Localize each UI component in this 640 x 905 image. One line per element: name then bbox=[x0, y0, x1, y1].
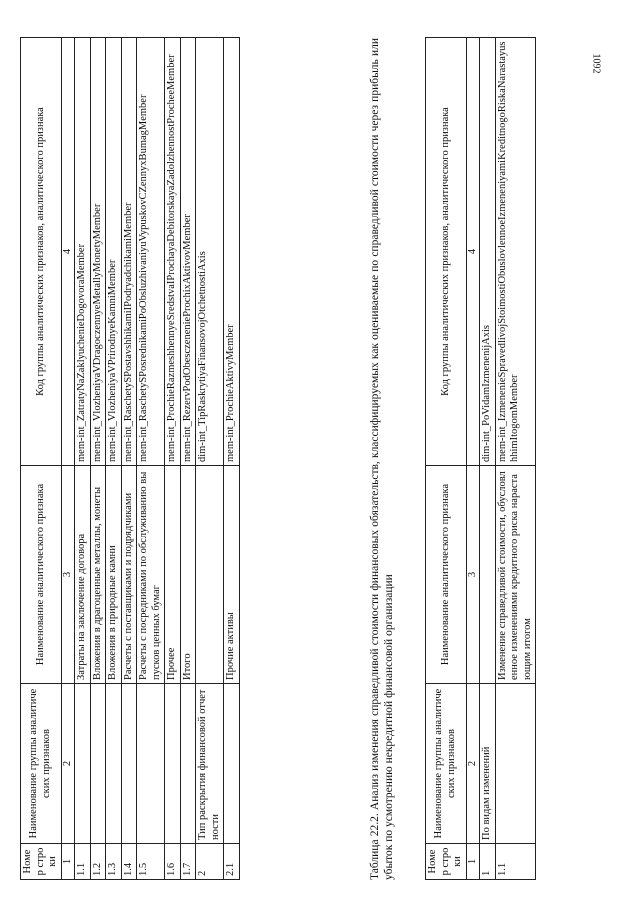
header-group-name: Наименование группы аналитических признаков bbox=[21, 684, 62, 844]
row-number: 1.4 bbox=[121, 844, 137, 880]
column-number: 3 bbox=[61, 466, 75, 684]
analytics-table-1 bbox=[20, 37, 240, 880]
table-row bbox=[121, 38, 137, 880]
column-number: 1 bbox=[466, 844, 480, 880]
attribute-name bbox=[480, 466, 496, 684]
page-number: 1092 bbox=[590, 53, 602, 74]
row-number: 1.7 bbox=[180, 844, 196, 880]
attribute-code: mem-int_RaschetySPostavshhikamiIPodryadchikamiMember bbox=[121, 38, 137, 466]
header-row-number: Номер строки bbox=[21, 844, 62, 880]
header-attribute-name: Наименование аналитического признака bbox=[21, 466, 62, 684]
group-name bbox=[165, 684, 181, 844]
column-numbering-row bbox=[466, 38, 480, 880]
group-name bbox=[121, 684, 137, 844]
column-numbering-row bbox=[61, 38, 75, 880]
table-row bbox=[137, 38, 165, 880]
attribute-name bbox=[196, 466, 224, 684]
header-code: Код группы аналитических признаков, аналитического признака bbox=[426, 38, 467, 466]
attribute-name: Вложения в природные камни bbox=[106, 466, 122, 684]
attribute-code: mem-int_RezervPodObesczenenieProchixAktivovMember bbox=[180, 38, 196, 466]
attribute-name: Расчеты с поставщиками и подрядчиками bbox=[121, 466, 137, 684]
row-number: 2.1 bbox=[224, 844, 240, 880]
header-group-name: Наименование группы аналитических признаков bbox=[426, 684, 467, 844]
attribute-code: mem-int_VlozheniyaVDragoczennyeMetallyMonetyMember bbox=[90, 38, 106, 466]
table-row bbox=[495, 38, 536, 880]
row-number: 1.1 bbox=[75, 844, 91, 880]
header-attribute-name: Наименование аналитического признака bbox=[426, 466, 467, 684]
row-number: 1.3 bbox=[106, 844, 122, 880]
attribute-name: Итого bbox=[180, 466, 196, 684]
group-name bbox=[180, 684, 196, 844]
column-number: 2 bbox=[466, 684, 480, 844]
table-row bbox=[106, 38, 122, 880]
row-number: 1 bbox=[480, 844, 496, 880]
table-header-row bbox=[426, 38, 467, 880]
rotated-page-content bbox=[20, 38, 560, 880]
attribute-name: Затраты на заключение договора bbox=[75, 466, 91, 684]
attribute-name: Прочие активы bbox=[224, 466, 240, 684]
header-code: Код группы аналитических признаков, аналитического признака bbox=[21, 38, 62, 466]
group-name bbox=[106, 684, 122, 844]
table-caption-text: Анализ изменения справедливой стоимости финансовых обязательств, классифицируемых как оцениваемые по справедливой стоимости через прибыль или убыток по усмотрению некредитной финансовой организации bbox=[369, 37, 395, 880]
attribute-name: Прочее bbox=[165, 466, 181, 684]
table-row bbox=[180, 38, 196, 880]
table-row bbox=[224, 38, 240, 880]
group-name bbox=[495, 684, 536, 844]
header-row-number: Номер строки bbox=[426, 844, 467, 880]
row-number: 2 bbox=[196, 844, 224, 880]
group-name bbox=[75, 684, 91, 844]
table-row bbox=[165, 38, 181, 880]
table-caption-number: Таблица 22.2. bbox=[369, 813, 381, 880]
column-number: 3 bbox=[466, 466, 480, 684]
table-row bbox=[480, 38, 496, 880]
row-number: 1.6 bbox=[165, 844, 181, 880]
row-number: 1.2 bbox=[90, 844, 106, 880]
attribute-code: mem-int_RaschetySPosrednikamiPoObsluzhivaniyuVypuskovCZennyxBumagMember bbox=[137, 38, 165, 466]
table-row bbox=[90, 38, 106, 880]
row-number: 1.1 bbox=[495, 844, 536, 880]
table-row bbox=[75, 38, 91, 880]
attribute-code: mem-int_ProchieAktivyMember bbox=[224, 38, 240, 466]
attribute-name: Вложения в драгоценные металлы, монеты bbox=[90, 466, 106, 684]
column-number: 1 bbox=[61, 844, 75, 880]
column-number: 4 bbox=[61, 38, 75, 466]
column-number: 4 bbox=[466, 38, 480, 466]
attribute-code: mem-int_VlozheniyaVPrirodnyeKamniMember bbox=[106, 38, 122, 466]
attribute-code: mem-int_IzmenenieSpravedlivojStoimostiObuslovlennoeIzmeneniyamiKreditnogoRiskaNarastayushhimItogomMember bbox=[495, 38, 536, 466]
table-header-row bbox=[21, 38, 62, 880]
attribute-code: dim-int_TipRaskrytiyaFinansovojOtchetnostiAxis bbox=[196, 38, 224, 466]
group-name bbox=[224, 684, 240, 844]
group-name bbox=[137, 684, 165, 844]
table-caption bbox=[368, 38, 396, 880]
attribute-code: mem-int_ZatratyNaZaklyuchenieDogovoraMember bbox=[75, 38, 91, 466]
attribute-code: mem-int_ProchieRazmeshhennyeSredstvaIProchayaDebitorskayaZadolzhennostProcheeMember bbox=[165, 38, 181, 466]
group-name: По видам изменений bbox=[480, 684, 496, 844]
attribute-name: Изменение справедливой стоимости, обусловленное изменениями кредитного риска нарастающим итогом bbox=[495, 466, 536, 684]
column-number: 2 bbox=[61, 684, 75, 844]
attribute-name: Расчеты с посредниками по обслуживанию выпусков ценных бумаг bbox=[137, 466, 165, 684]
table-row bbox=[196, 38, 224, 880]
row-number: 1.5 bbox=[137, 844, 165, 880]
analytics-table-2 bbox=[425, 37, 536, 880]
group-name bbox=[90, 684, 106, 844]
group-name: Тип раскрытия финансовой отчетности bbox=[196, 684, 224, 844]
attribute-code: dim-int_PoVidamIzmenenijAxis bbox=[480, 38, 496, 466]
